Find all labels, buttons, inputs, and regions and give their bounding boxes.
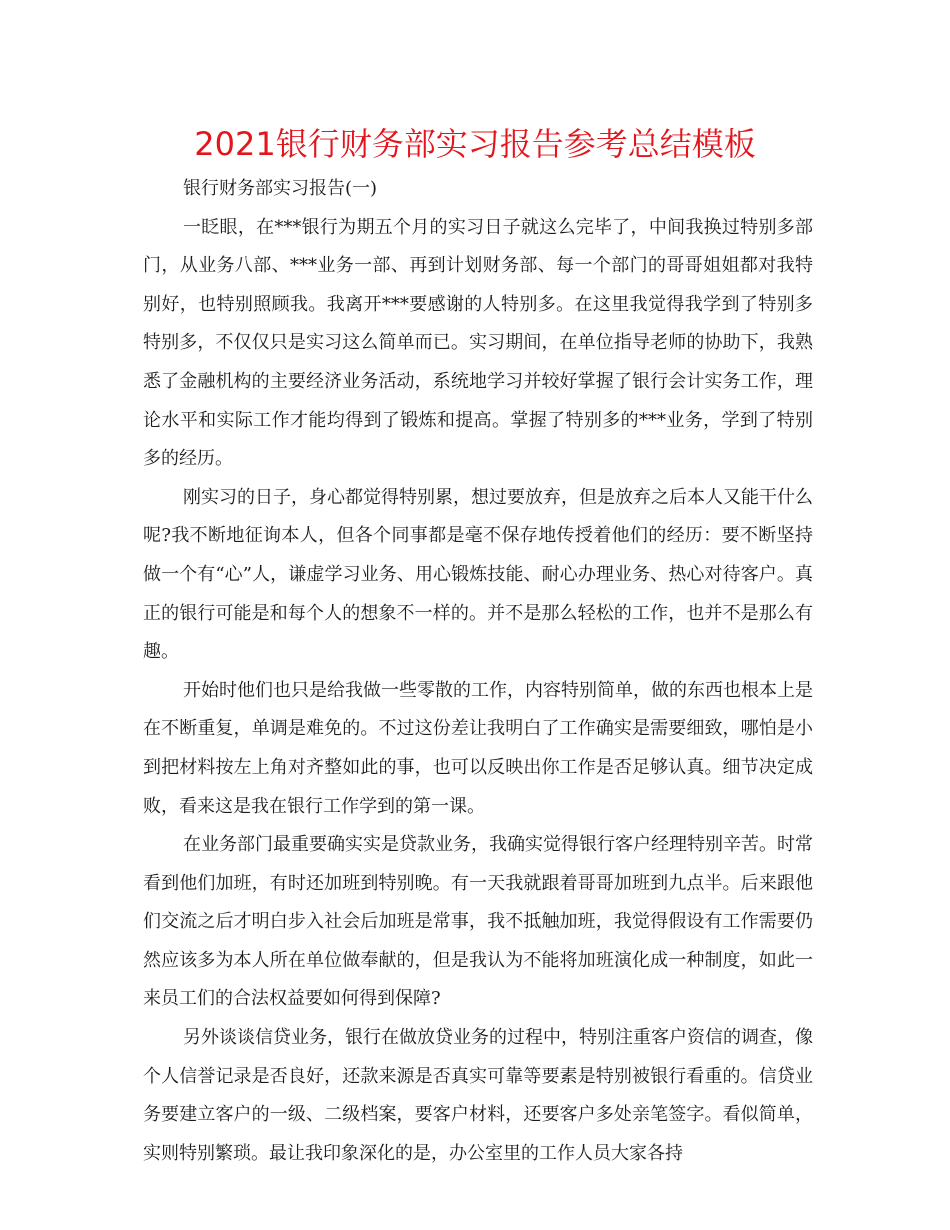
paragraph-5: 另外谈谈信贷业务，银行在做放贷业务的过程中，特别注重客户资信的调查，像个人信誉记录是否良好，还款来源是否真实可靠等要素是特别被银行看重的。信贷业务要建立客户的一级、二级档案，要客户材料，还要客户多处亲笔签字。看似简单，实则特别繁琐。最让我印象深化的是，办公室里的工作人员大家各持 (143, 1027, 813, 1164)
paragraph-2: 刚实习的日子，身心都觉得特别累，想过要放弃，但是放弃之后本人又能干什么呢?我不断地征询本人，但各个同事都是毫不保存地传授着他们的经历：要不断坚持做一个有“心”人，谦虚学习业务、用心锻炼技能、耐心办理业务、热心对待客户。真正的银行可能是和每个人的想象不一样的。并不是那么轻松的工作，也并不是那么有趣。 (143, 486, 813, 663)
paragraph-3: 开始时他们也只是给我做一些零散的工作，内容特别简单，做的东西也根本上是在不断重复，单调是难免的。不过这份差让我明白了工作确实是需要细致，哪怕是小到把材料按左上角对齐整如此的事，也可以反映出你工作是否足够认真。细节决定成败，看来这是我在银行工作学到的第一课。 (143, 679, 813, 817)
paragraph-4: 在业务部门最重要确实实是贷款业务，我确实觉得银行客户经理特别辛苦。时常看到他们加班，有时还加班到特别晚。有一天我就跟着哥哥加班到九点半。后来跟他们交流之后才明白步入社会后加班是常事，我不抵触加班，我觉得假设有工作需要仍然应该多为本人所在单位做奉献的，但是我认为不能将加班演化成一种制度，如此一来员工们的合法权益要如何得到保障? (143, 834, 813, 1010)
document-title: 2021银行财务部实习报告参考总结模板 (194, 125, 756, 163)
paragraph-1: 一眨眼，在***银行为期五个月的实习日子就这么完毕了，中间我换过特别多部门，从业务八部、***业务一部、再到计划财务部、每一个部门的哥哥姐姐都对我特别好，也特别照顾我。我离开***要感谢的人特别多。在这里我觉得我学到了特别多特别多，不仅仅只是实习这么简单而已。实习期间，在单位指导老师的协助下，我熟悉了金融机构的主要经济业务活动，系统地学习并较好掌握了银行会计实务工作，理论水平和实际工作才能均得到了锻炼和提高。掌握了特别多的***业务，学到了特别多的经历。 (143, 216, 813, 470)
section-subheading: 银行财务部实习报告(一) (183, 178, 378, 199)
document-body (143, 170, 813, 1173)
